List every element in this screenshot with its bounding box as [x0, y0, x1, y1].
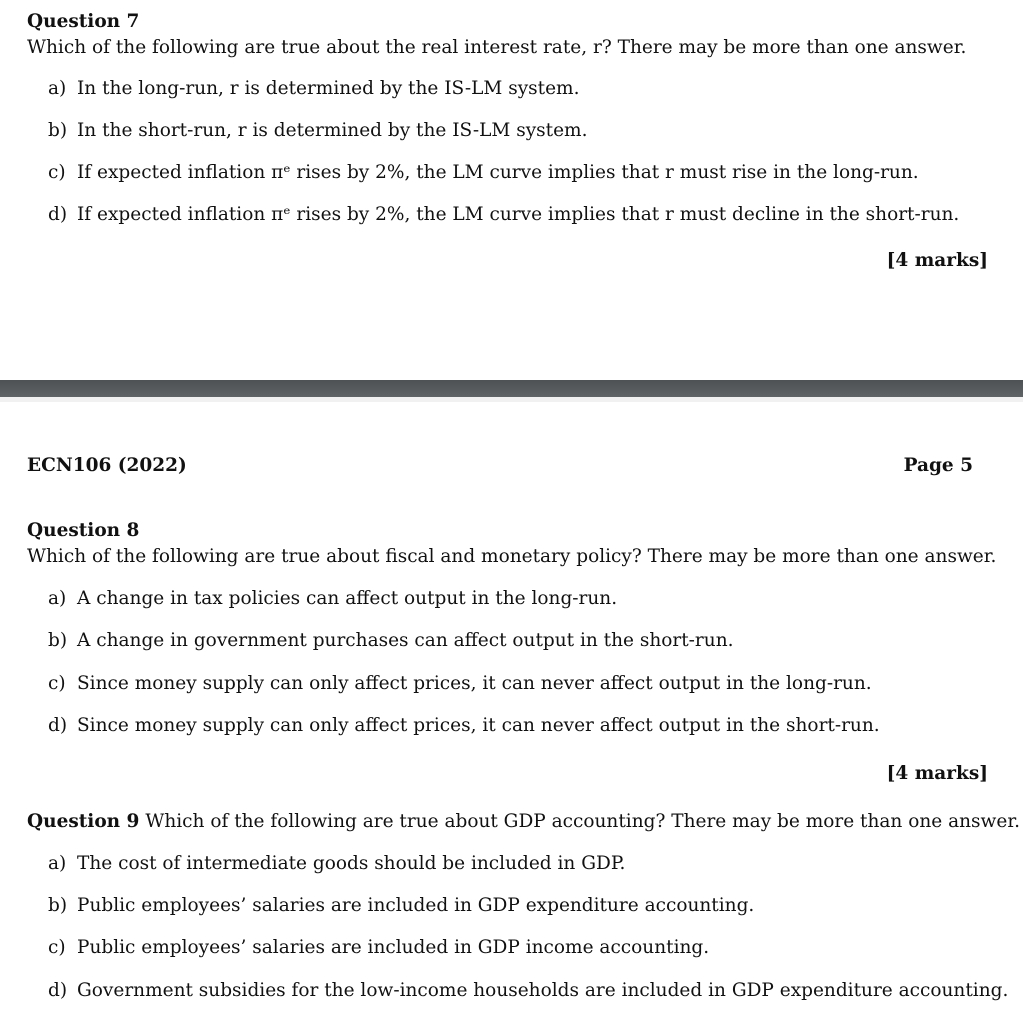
- option-letter: b): [48, 120, 68, 141]
- question-7-title: Question 7: [27, 11, 140, 32]
- question-9-heading: [27, 811, 1020, 833]
- option-text: A change in government purchases can affect output in the short-run.: [77, 630, 734, 651]
- option-letter: c): [48, 937, 66, 958]
- option-letter: c): [48, 673, 66, 694]
- option-text: Since money supply can only affect prices, it can never affect output in the long-run.: [77, 673, 872, 694]
- page-4-fragment: [0, 0, 1023, 380]
- question-9-option-c: [48, 937, 709, 959]
- page-divider-bar: [0, 380, 1023, 397]
- option-text: A change in tax policies can affect output in the long-run.: [77, 588, 618, 609]
- question-8-option-d: [48, 715, 880, 737]
- option-text: Public employees’ salaries are included in GDP expenditure accounting.: [77, 895, 755, 916]
- option-text: Public employees’ salaries are included in GDP income accounting.: [77, 937, 710, 958]
- option-text: Since money supply can only affect prices, it can never affect output in the short-run.: [77, 715, 880, 736]
- course-code-header: ECN106 (2022): [27, 455, 187, 476]
- page-divider: [0, 380, 1023, 402]
- option-letter: b): [48, 895, 68, 916]
- option-letter: d): [48, 715, 68, 736]
- question-8-marks: [4 marks]: [886, 763, 988, 784]
- option-text: If expected inflation πᵉ rises by 2%, the LM curve implies that r must decline in the short-run.: [77, 204, 960, 225]
- option-text: If expected inflation πᵉ rises by 2%, the LM curve implies that r must rise in the long-run.: [77, 162, 919, 183]
- page-5: [0, 402, 1023, 1024]
- question-7-option-c: [48, 162, 919, 184]
- question-9-stem: Which of the following are true about GDP accounting? There may be more than one answer.: [145, 811, 1021, 832]
- option-text: The cost of intermediate goods should be included in GDP.: [77, 853, 626, 874]
- question-8-option-b: [48, 630, 734, 652]
- question-7-option-a: [48, 78, 579, 100]
- question-8-option-a: [48, 588, 617, 610]
- question-7-option-d: [48, 204, 959, 226]
- option-letter: c): [48, 162, 66, 183]
- option-letter: d): [48, 204, 68, 225]
- option-letter: a): [48, 588, 67, 609]
- option-letter: a): [48, 853, 67, 874]
- question-9-option-b: [48, 895, 754, 917]
- question-7-marks: [4 marks]: [886, 250, 988, 271]
- question-8-option-c: [48, 673, 872, 695]
- question-9-option-d: [48, 980, 1008, 1002]
- question-7-option-b: [48, 120, 587, 142]
- option-text: In the long-run, r is determined by the IS-LM system.: [77, 78, 580, 99]
- question-7-stem: Which of the following are true about the real interest rate, r? There may be more than one answer.: [27, 37, 967, 58]
- option-letter: b): [48, 630, 68, 651]
- option-letter: a): [48, 78, 67, 99]
- option-text: In the short-run, r is determined by the IS-LM system.: [77, 120, 588, 141]
- page-number-header: Page 5: [903, 455, 973, 476]
- option-text: Government subsidies for the low-income households are included in GDP expenditure accounting.: [77, 980, 1009, 1001]
- question-9-option-a: [48, 853, 625, 875]
- question-9-title: Question 9: [27, 811, 140, 832]
- option-letter: d): [48, 980, 68, 1001]
- question-8-stem: Which of the following are true about fiscal and monetary policy? There may be more than one answer.: [27, 546, 997, 567]
- question-8-title: Question 8: [27, 520, 140, 541]
